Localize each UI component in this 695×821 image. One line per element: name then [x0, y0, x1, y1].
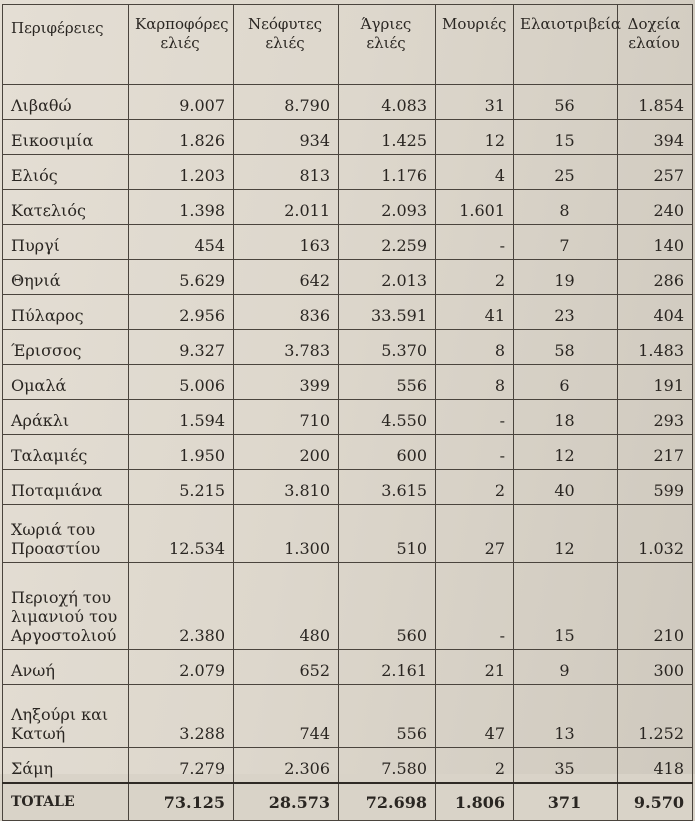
region-name-cell: Ανωή — [3, 650, 129, 685]
young-olives-cell: 200 — [234, 435, 339, 470]
oil-containers-cell: 300 — [618, 650, 693, 685]
header-mulberries: Μουριές — [436, 5, 514, 85]
wild-olives-cell: 4.083 — [339, 85, 436, 120]
young-olives-cell: 3.783 — [234, 330, 339, 365]
wild-olives-cell: 2.013 — [339, 260, 436, 295]
fruit-bearing-olives-cell: 1.950 — [129, 435, 234, 470]
olive-presses-cell: 18 — [514, 400, 618, 435]
table-row — [3, 563, 693, 650]
olive-presses-cell: 56 — [514, 85, 618, 120]
region-name-cell: Σάμη — [3, 748, 129, 784]
region-name-cell: Ταλαμιές — [3, 435, 129, 470]
table-row — [3, 190, 693, 225]
table-row — [3, 435, 693, 470]
olive-statistics-table — [2, 4, 693, 821]
table-row — [3, 505, 693, 563]
olive-presses-cell: 15 — [514, 120, 618, 155]
fruit-bearing-olives-cell: 7.279 — [129, 748, 234, 784]
young-olives-cell: 3.810 — [234, 470, 339, 505]
region-name-cell: Αράκλι — [3, 400, 129, 435]
region-name-cell: Ποταμιάνα — [3, 470, 129, 505]
oil-containers-cell: 599 — [618, 470, 693, 505]
region-name-cell: Λιβαθώ — [3, 85, 129, 120]
table-row — [3, 365, 693, 400]
mulberries-cell: 2 — [436, 260, 514, 295]
wild-olives-cell: 2.093 — [339, 190, 436, 225]
fruit-bearing-olives-cell: 5.215 — [129, 470, 234, 505]
oil-containers-cell: 418 — [618, 748, 693, 784]
mulberries-cell: 8 — [436, 330, 514, 365]
region-name-cell: Ελιός — [3, 155, 129, 190]
table-row — [3, 120, 693, 155]
mulberries-cell: - — [436, 435, 514, 470]
wild-olives-cell: 3.615 — [339, 470, 436, 505]
region-name-cell: Χωριά του Προαστίου — [3, 505, 129, 563]
fruit-bearing-olives-cell: 5.006 — [129, 365, 234, 400]
oil-containers-cell: 394 — [618, 120, 693, 155]
mulberries-cell: 8 — [436, 365, 514, 400]
fruit-bearing-olives-cell: 454 — [129, 225, 234, 260]
region-name-cell: Πύλαρος — [3, 295, 129, 330]
header-wild-olives: Άγριες ελιές — [339, 5, 436, 85]
young-olives-cell: 163 — [234, 225, 339, 260]
young-olives-cell: 836 — [234, 295, 339, 330]
header-fruit-bearing-olives: Καρποφόρες ελιές — [129, 5, 234, 85]
fruit-bearing-olives-cell: 2.956 — [129, 295, 234, 330]
mulberries-cell: 41 — [436, 295, 514, 330]
olive-presses-cell: 13 — [514, 685, 618, 748]
wild-olives-cell: 5.370 — [339, 330, 436, 365]
mulberries-cell: 2 — [436, 470, 514, 505]
fruit-bearing-olives-cell: 3.288 — [129, 685, 234, 748]
table-row — [3, 650, 693, 685]
region-name-cell: Περιοχή του λιμανιού του Αργοστολιού — [3, 563, 129, 650]
mulberries-cell: 47 — [436, 685, 514, 748]
olive-presses-cell: 7 — [514, 225, 618, 260]
wild-olives-cell: 2.161 — [339, 650, 436, 685]
oil-containers-cell: 140 — [618, 225, 693, 260]
mulberries-cell: 4 — [436, 155, 514, 190]
young-olives-cell: 710 — [234, 400, 339, 435]
fruit-bearing-olives-cell: 1.203 — [129, 155, 234, 190]
olive-presses-cell: 19 — [514, 260, 618, 295]
table-row — [3, 225, 693, 260]
total-label: TOTALE — [3, 783, 129, 821]
table-row — [3, 295, 693, 330]
oil-containers-cell: 293 — [618, 400, 693, 435]
header-olive-presses: Ελαιοτριβεία — [514, 5, 618, 85]
oil-containers-cell: 217 — [618, 435, 693, 470]
young-olives-cell: 2.011 — [234, 190, 339, 225]
fruit-bearing-olives-cell: 5.629 — [129, 260, 234, 295]
table-body — [3, 85, 693, 784]
oil-containers-cell: 286 — [618, 260, 693, 295]
region-name-cell: Έρισσος — [3, 330, 129, 365]
mulberries-cell: - — [436, 563, 514, 650]
table-row — [3, 260, 693, 295]
young-olives-cell: 8.790 — [234, 85, 339, 120]
total-wild: 72.698 — [339, 783, 436, 821]
oil-containers-cell: 191 — [618, 365, 693, 400]
olive-presses-cell: 6 — [514, 365, 618, 400]
mulberries-cell: 1.601 — [436, 190, 514, 225]
young-olives-cell: 642 — [234, 260, 339, 295]
region-name-cell: Κατελιός — [3, 190, 129, 225]
oil-containers-cell: 257 — [618, 155, 693, 190]
mulberries-cell: - — [436, 400, 514, 435]
olive-presses-cell: 12 — [514, 435, 618, 470]
total-young: 28.573 — [234, 783, 339, 821]
young-olives-cell: 744 — [234, 685, 339, 748]
wild-olives-cell: 556 — [339, 365, 436, 400]
table-row — [3, 748, 693, 784]
olive-presses-cell: 58 — [514, 330, 618, 365]
mulberries-cell: 31 — [436, 85, 514, 120]
total-fruit-bearing: 73.125 — [129, 783, 234, 821]
table-row — [3, 85, 693, 120]
mulberries-cell: 21 — [436, 650, 514, 685]
oil-containers-cell: 1.854 — [618, 85, 693, 120]
wild-olives-cell: 7.580 — [339, 748, 436, 784]
region-name-cell: Ληξούρι και Κατωή — [3, 685, 129, 748]
fruit-bearing-olives-cell: 9.007 — [129, 85, 234, 120]
header-young-olives: Νεόφυτες ελιές — [234, 5, 339, 85]
region-name-cell: Εικοσιμία — [3, 120, 129, 155]
mulberries-cell: 2 — [436, 748, 514, 784]
wild-olives-cell: 556 — [339, 685, 436, 748]
header-oil-containers: Δοχεία ελαίου — [618, 5, 693, 85]
young-olives-cell: 934 — [234, 120, 339, 155]
table-row — [3, 400, 693, 435]
olive-presses-cell: 35 — [514, 748, 618, 784]
mulberries-cell: - — [436, 225, 514, 260]
table-row — [3, 155, 693, 190]
total-presses: 371 — [514, 783, 618, 821]
fruit-bearing-olives-cell: 2.079 — [129, 650, 234, 685]
oil-containers-cell: 1.252 — [618, 685, 693, 748]
region-name-cell: Ομαλά — [3, 365, 129, 400]
region-name-cell: Πυργί — [3, 225, 129, 260]
header-regions: Περιφέρειες — [3, 5, 129, 85]
wild-olives-cell: 2.259 — [339, 225, 436, 260]
wild-olives-cell: 560 — [339, 563, 436, 650]
olive-presses-cell: 8 — [514, 190, 618, 225]
fruit-bearing-olives-cell: 2.380 — [129, 563, 234, 650]
wild-olives-cell: 4.550 — [339, 400, 436, 435]
table-row — [3, 330, 693, 365]
fruit-bearing-olives-cell: 9.327 — [129, 330, 234, 365]
young-olives-cell: 652 — [234, 650, 339, 685]
oil-containers-cell: 210 — [618, 563, 693, 650]
oil-containers-cell: 1.032 — [618, 505, 693, 563]
olive-presses-cell: 15 — [514, 563, 618, 650]
young-olives-cell: 813 — [234, 155, 339, 190]
olive-presses-cell: 23 — [514, 295, 618, 330]
total-containers: 9.570 — [618, 783, 693, 821]
wild-olives-cell: 1.176 — [339, 155, 436, 190]
oil-containers-cell: 240 — [618, 190, 693, 225]
fruit-bearing-olives-cell: 1.826 — [129, 120, 234, 155]
olive-presses-cell: 9 — [514, 650, 618, 685]
young-olives-cell: 480 — [234, 563, 339, 650]
wild-olives-cell: 510 — [339, 505, 436, 563]
total-mulberries: 1.806 — [436, 783, 514, 821]
table-row — [3, 470, 693, 505]
table-row — [3, 685, 693, 748]
oil-containers-cell: 404 — [618, 295, 693, 330]
young-olives-cell: 399 — [234, 365, 339, 400]
fruit-bearing-olives-cell: 12.534 — [129, 505, 234, 563]
wild-olives-cell: 1.425 — [339, 120, 436, 155]
mulberries-cell: 12 — [436, 120, 514, 155]
mulberries-cell: 27 — [436, 505, 514, 563]
region-name-cell: Θηνιά — [3, 260, 129, 295]
fruit-bearing-olives-cell: 1.594 — [129, 400, 234, 435]
young-olives-cell: 1.300 — [234, 505, 339, 563]
olive-presses-cell: 25 — [514, 155, 618, 190]
fruit-bearing-olives-cell: 1.398 — [129, 190, 234, 225]
oil-containers-cell: 1.483 — [618, 330, 693, 365]
wild-olives-cell: 600 — [339, 435, 436, 470]
olive-presses-cell: 40 — [514, 470, 618, 505]
olive-presses-cell: 12 — [514, 505, 618, 563]
wild-olives-cell: 33.591 — [339, 295, 436, 330]
total-row — [3, 783, 693, 821]
young-olives-cell: 2.306 — [234, 748, 339, 784]
header-row — [3, 5, 693, 85]
